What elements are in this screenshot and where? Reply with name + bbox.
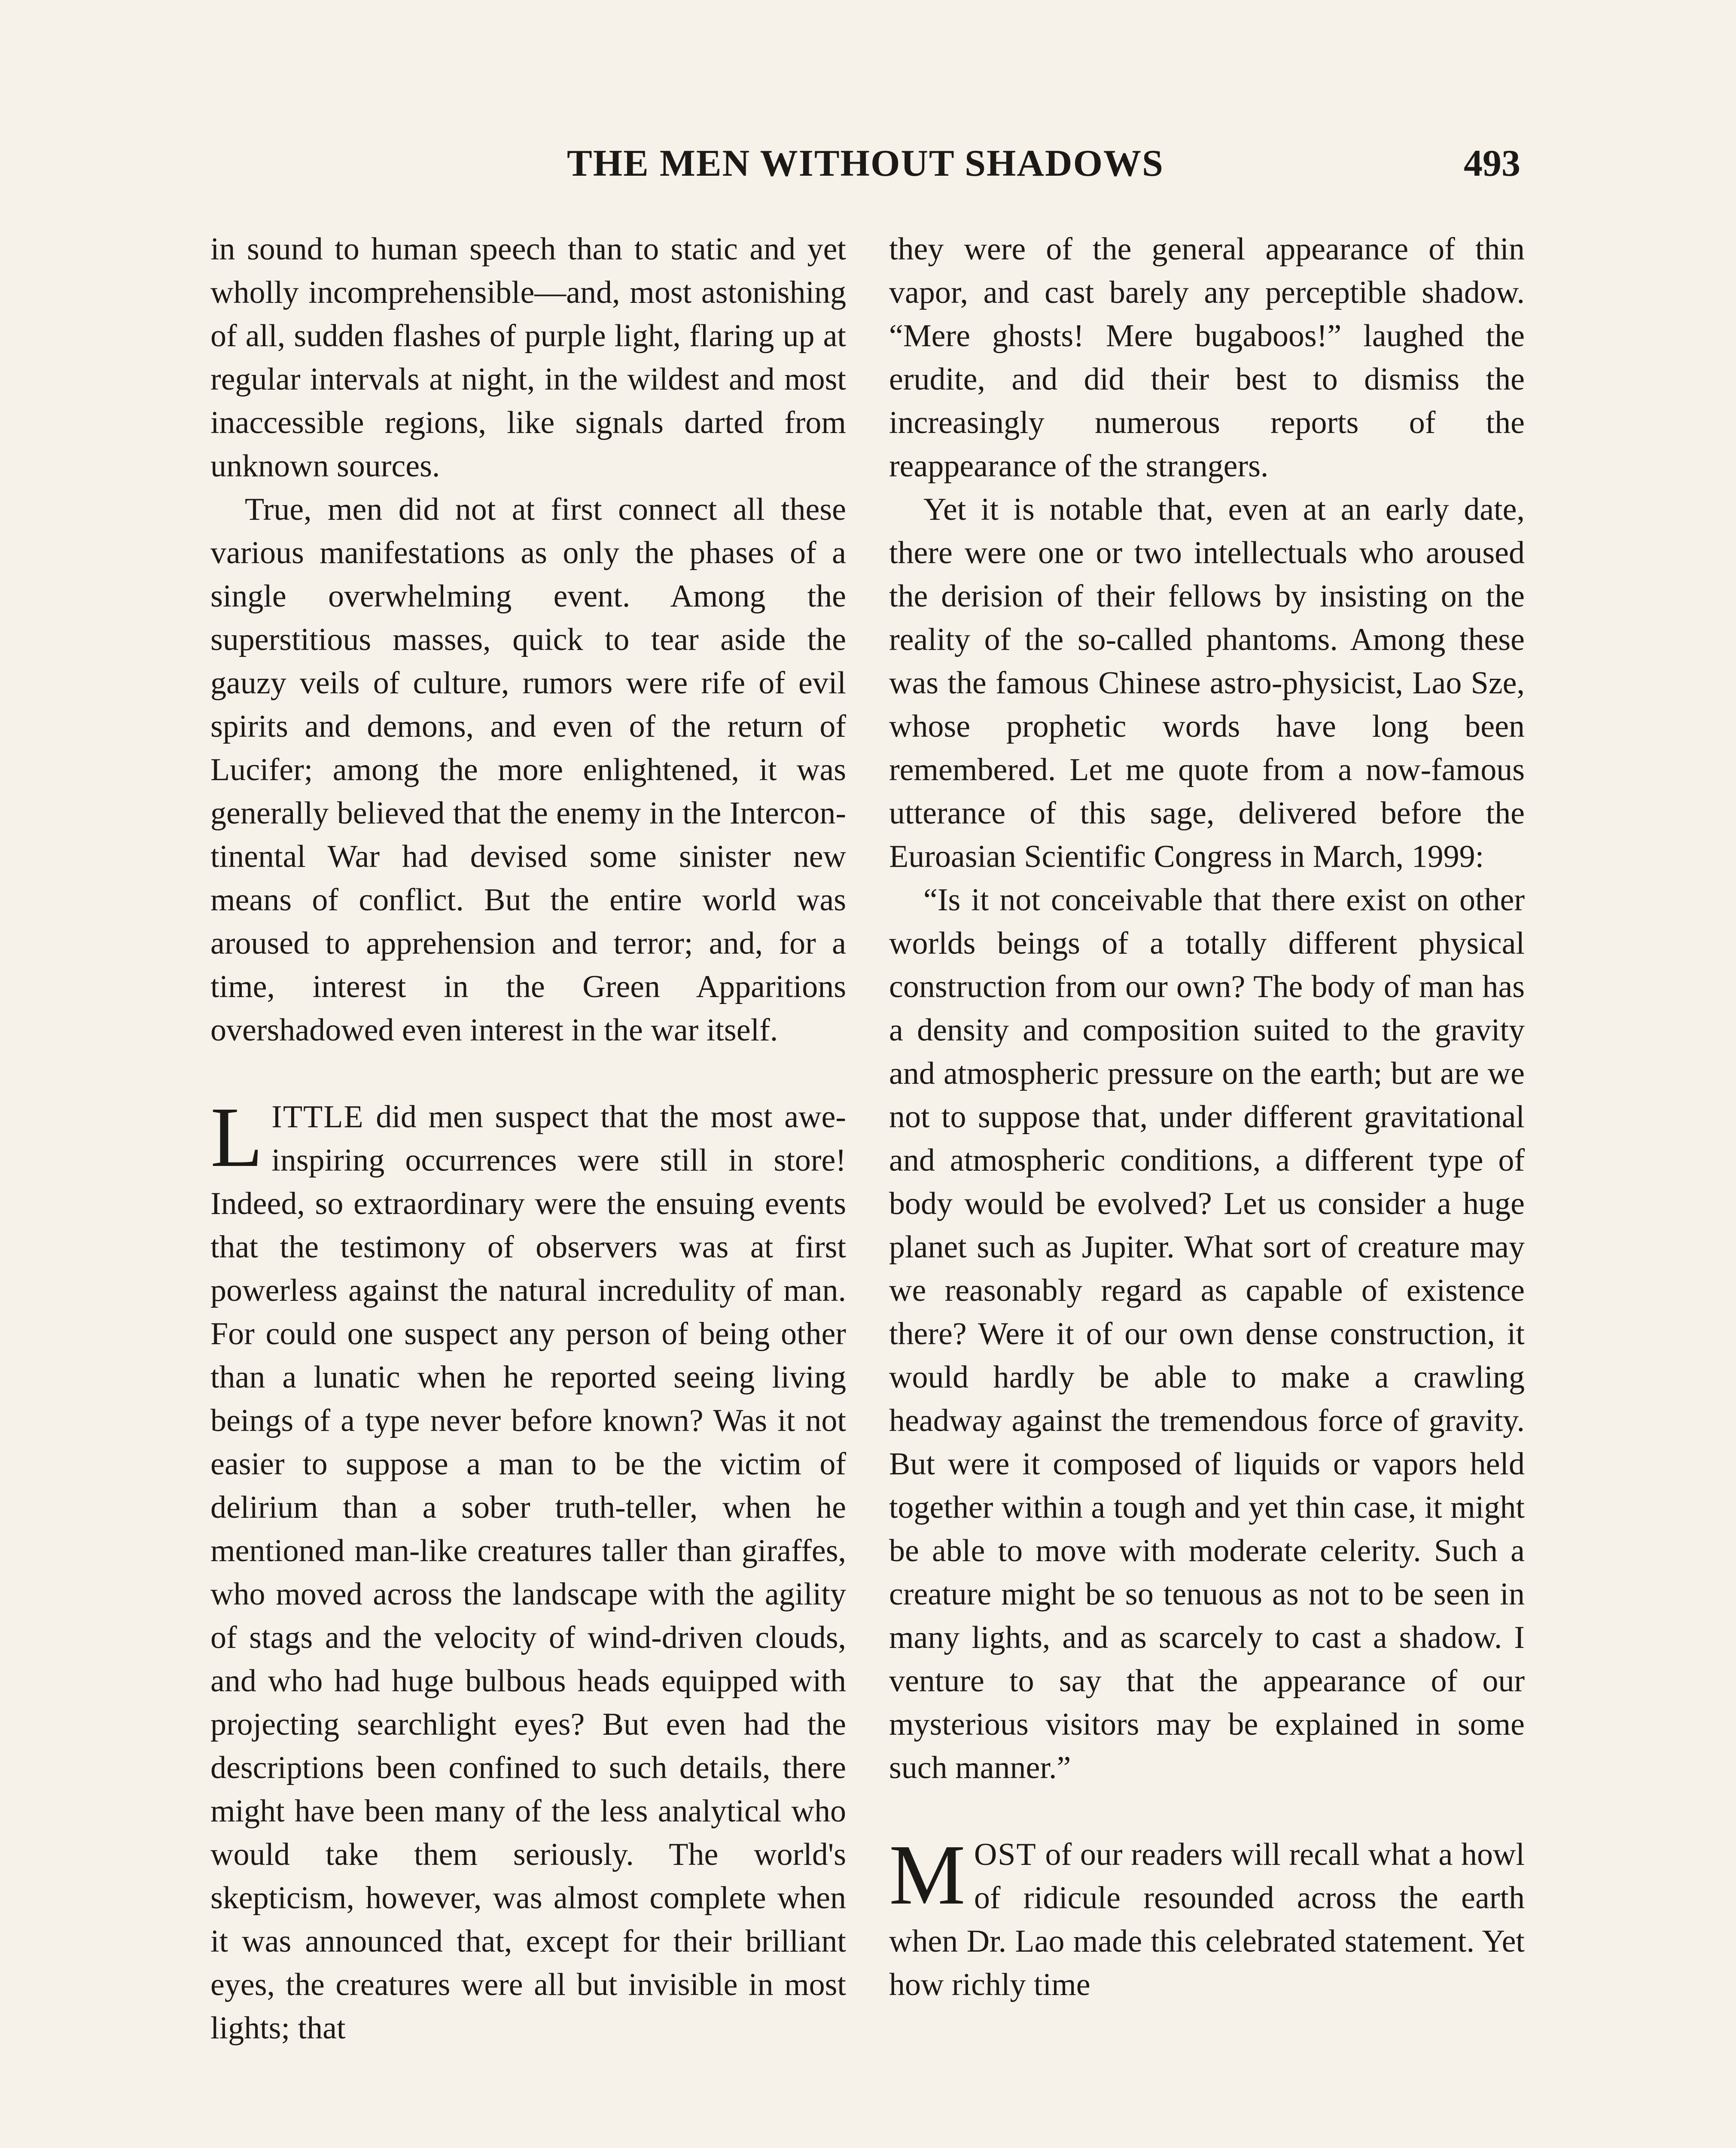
page-number: 493 xyxy=(1464,143,1520,184)
quotation-paragraph: “Is it not conceivable that there exist on other worlds beings of a totally different physical construction from our own? The body of man has a density and composition suited to the gravity and atmospheric pressure on the earth; but are we not to suppose that, under different gravitational and atmospheric conditions, a different type of body would be evolved? Let us consider a huge planet such as Jupiter. What sort of creature may we reasonably regard as capable of existence there? Were it of our own dense construction, it would hardly be able to make a crawling headway against the tremendous force of gravity. But were it composed of liquids or vapors held together within a tough and yet thin case, it might be able to move with moderate celerity. Such a creature might be so tenuous as not to be seen in many lights, and as scarcely to cast a shadow. I venture to say that the appearance of our mysterious visitors may be explained in some such manner.” xyxy=(889,882,1525,1785)
paragraph: in sound to human speech than to static and yet wholly incomprehensible—and, most astonishing of all, sudden flashes of purple light, flaring up at regular intervals at night, in the wildest and most inaccessible regions, like signals darted from unknown sources. xyxy=(210,232,846,484)
small-caps-lead: OST xyxy=(974,1837,1037,1872)
drop-cap: M xyxy=(889,1828,965,1922)
paragraph: Yet it is notable that, even at an early date, there were one or two intellectuals who aroused the derision of their fellows by insisting on the reality of the so-called phantoms. Among these was the famous Chinese astro-physicist, Lao Sze, whose prophetic words have long been remembered. Let me quote from a now-famous utterance of this sage, delivered before the Euroasian Scientific Congress in March, 1999: xyxy=(889,492,1525,874)
left-column xyxy=(210,228,846,2050)
running-header xyxy=(210,142,1520,198)
drop-cap: L xyxy=(210,1090,263,1185)
paragraph: True, men did not at first connect all these various manifestations as only the phases of a single overwhelming event. Among the superstitious masses, quick to tear aside the gauzy veils of culture, rumors were rife of evil spirits and demons, and even of the return of Lucifer; among the more enlightened, it was generally believed that the enemy in the Intercontinental War had devised some sinister new means of conflict. But the entire world was aroused to apprehension and terror; and, for a time, interest in the Green Apparitions overshadowed even interest in the war itself. xyxy=(210,492,846,1048)
paragraph-with-drop-cap xyxy=(889,1828,1525,2007)
paragraph-text: did men suspect that the most awe-inspiring occurrences were still in store! Indeed, so extraordinary were the ensuing events that the testimony of observers was at first powerless against the natural incredulity of man. For could one suspect any person of being other than a lunatic when he reported seeing living beings of a type never before known? Was it not easier to suppose a man to be the victim of delirium than a sober truth-teller, when he mentioned man-like creatures taller than giraffes, who moved across the landscape with the agility of stags and the velocity of wind-driven clouds, and who had huge bulbous heads equipped with projecting searchlight eyes? But even had the descriptions been confined to such details, there might have been many of the less analytical who would take them seriously. The world's skepticism, however, was almost complete when it was announced that, except for their brilliant eyes, the creatures were all but invisible in most lights; that xyxy=(210,1099,846,2046)
paragraph-with-drop-cap xyxy=(210,1090,846,2050)
paragraph-text: of our readers will recall what a howl of ridicule resounded across the earth when Dr. Lao made this celebrated statement. Yet how richly time xyxy=(889,1837,1525,2002)
running-title: THE MEN WITHOUT SHADOWS xyxy=(567,143,1164,184)
small-caps-lead: ITTLE xyxy=(271,1099,364,1135)
paragraph: they were of the general appearance of thin vapor, and cast barely any perceptible shadow. “Mere ghosts! Mere bugaboos!” laughed the erudite, and did their best to dismiss the increasingly numerous reports of the reappearance of the strangers. xyxy=(889,232,1525,484)
right-column xyxy=(889,228,1525,2007)
